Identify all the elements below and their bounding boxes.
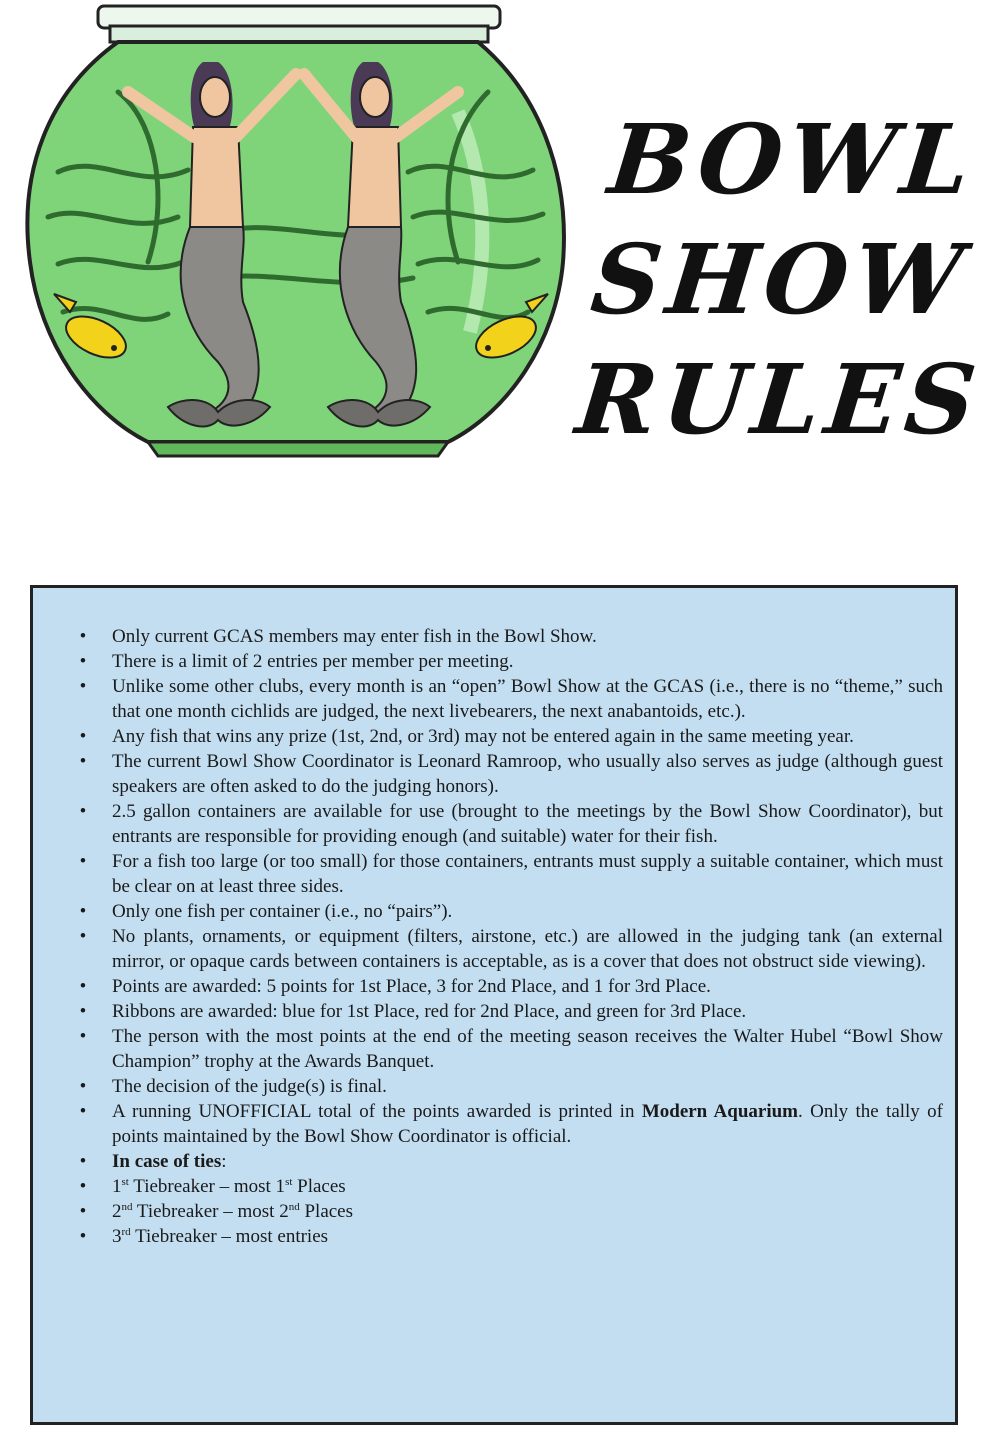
rule-item: • Only one fish per container (i.e., no “pairs”). <box>33 899 955 924</box>
rule-item: • Any fish that wins any prize (1st, 2nd, or 3rd) may not be entered again in the same meeting year. <box>33 724 955 749</box>
tiebreaker-item: • 2nd Tiebreaker – most 2nd Places <box>33 1199 955 1224</box>
bullet-icon: • <box>79 1151 87 1172</box>
bullet-icon: • <box>79 651 87 672</box>
rule-item-running-total: • A running UNOFFICIAL total of the points awarded is printed in Modern Aquarium. Only the tally of points maintained by the Bowl Show Coordinator is official. <box>33 1099 955 1149</box>
bowl-base <box>148 442 448 456</box>
bullet-icon: • <box>79 1176 87 1197</box>
rule-item: • Points are awarded: 5 points for 1st Place, 3 for 2nd Place, and 1 for 3rd Place. <box>33 974 955 999</box>
bowl-rim <box>98 6 500 42</box>
bullet-icon: • <box>79 751 87 772</box>
rule-item: • No plants, ornaments, or equipment (filters, airstone, etc.) are allowed in the judging tank (an external mirror, or opaque cards between containers is acceptable, as is a cover that does not obstruct side viewing). <box>33 924 955 974</box>
bullet-icon: • <box>79 1001 87 1022</box>
bullet-icon: • <box>79 801 87 822</box>
title-line-1: BOWL <box>603 103 982 216</box>
bullet-icon: • <box>79 926 87 947</box>
rule-item: • Only current GCAS members may enter fish in the Bowl Show. <box>33 624 955 649</box>
tiebreaker-item: • 3rd Tiebreaker – most entries <box>33 1224 955 1249</box>
rules-list <box>33 624 955 1249</box>
rule-item: • Ribbons are awarded: blue for 1st Place, red for 2nd Place, and green for 3rd Place. <box>33 999 955 1024</box>
bullet-icon: • <box>79 1076 87 1097</box>
rule-item: • Unlike some other clubs, every month is an “open” Bowl Show at the GCAS (i.e., there is no “theme,” such that one month cichlids are judged, the next livebearers, the next anabantoids, etc.). <box>33 674 955 724</box>
ties-heading: • In case of ties: <box>33 1149 955 1174</box>
title-line-3: RULES <box>571 343 987 456</box>
bullet-icon: • <box>79 1201 87 1222</box>
publication-name: Modern Aquarium <box>641 1101 799 1122</box>
bullet-icon: • <box>79 626 87 647</box>
bullet-icon: • <box>79 676 87 697</box>
bullet-icon: • <box>79 1026 87 1047</box>
rule-item: • The decision of the judge(s) is final. <box>33 1074 955 1099</box>
rule-item: • The current Bowl Show Coordinator is Leonard Ramroop, who usually also serves as judge (although guest speakers are often asked to do the judging honors). <box>33 749 955 799</box>
rule-item: • For a fish too large (or too small) for those containers, entrants must supply a suitable container, which must be clear on at least three sides. <box>33 849 955 899</box>
rule-item: • 2.5 gallon containers are available for use (brought to the meetings by the Bowl Show Coordinator), but entrants are responsible for providing enough (and suitable) water for their fish. <box>33 799 955 849</box>
bullet-icon: • <box>79 851 87 872</box>
bullet-icon: • <box>79 1226 87 1247</box>
rule-item: • The person with the most points at the end of the meeting season receives the Walter Hubel “Bowl Show Champion” trophy at the Awards Banquet. <box>33 1024 955 1074</box>
page-title <box>571 100 988 460</box>
rule-item: • There is a limit of 2 entries per member per meeting. <box>33 649 955 674</box>
fishbowl-mermaids-illustration <box>18 2 570 460</box>
title-line-2: SHOW <box>586 223 974 336</box>
bullet-icon: • <box>79 976 87 997</box>
bullet-icon: • <box>79 901 87 922</box>
bullet-icon: • <box>79 726 87 747</box>
tiebreaker-item: • 1st Tiebreaker – most 1st Places <box>33 1174 955 1199</box>
bullet-icon: • <box>79 1101 87 1122</box>
rules-panel <box>30 585 958 1425</box>
